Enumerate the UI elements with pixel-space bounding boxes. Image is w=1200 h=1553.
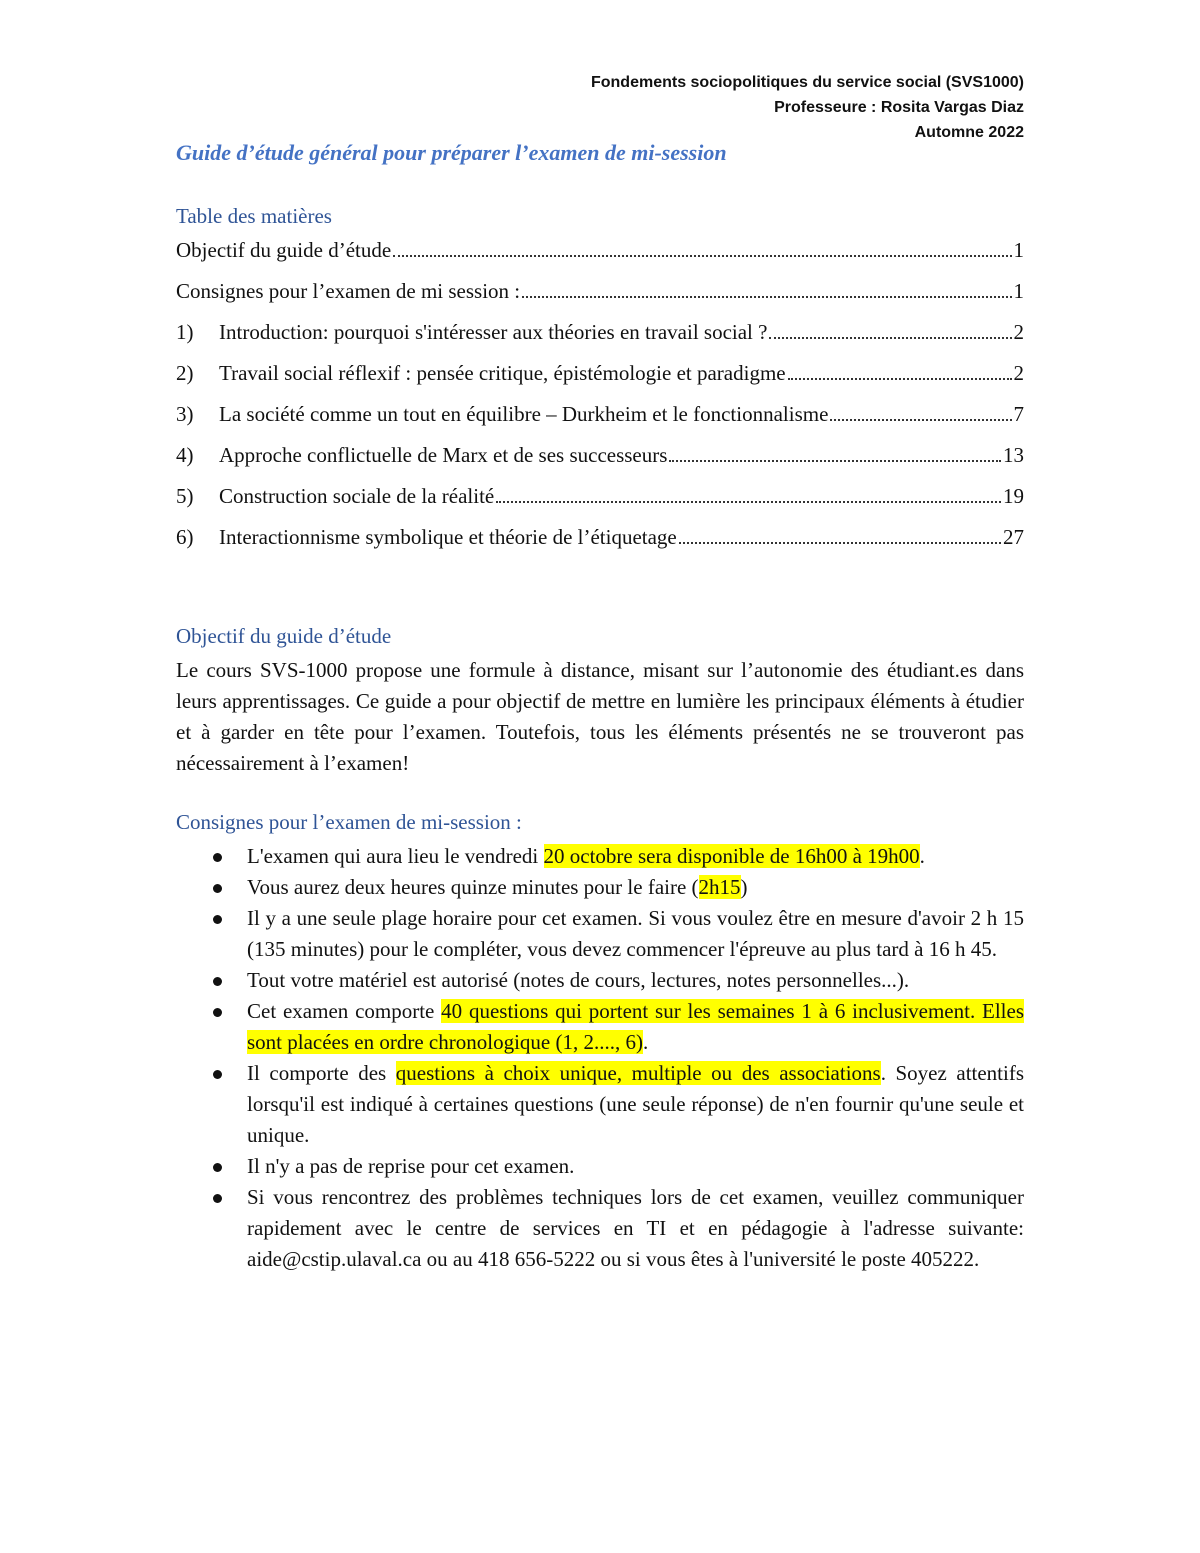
course-name: Fondements sociopolitiques du service social (SVS1000) <box>590 74 1024 91</box>
toc-entry-number: 1) <box>176 320 194 344</box>
consignes-list <box>176 841 1024 1275</box>
toc-leader-dots <box>496 500 1001 503</box>
list-item: Il n'y a pas de reprise pour cet examen. <box>176 1151 1024 1182</box>
list-item: Si vous rencontrez des problèmes techniques lors de cet examen, veuillez communiquer rapidement avec le centre de services en TI et en pédagogie à l'adresse suivante: aide@cstip.ulaval.ca ou au 418 656-5222 ou si vous êtes à l'université le poste 405222. <box>176 1182 1024 1275</box>
toc-entry-page: 1 <box>1013 279 1024 303</box>
objectif-paragraph: Le cours SVS-1000 propose une formule à distance, misant sur l’autonomie des étudiant.es dans leurs apprentissages. Ce guide a pour objectif de mettre en lumière les principaux éléments à étudier et à garder en tête pour l’examen. Toutefois, tous les éléments présentés ne se trouveront pas nécessairement à l’examen! <box>176 658 1024 775</box>
toc-leader-dots <box>788 377 1012 380</box>
toc-entry-page: 19 <box>1003 484 1024 508</box>
list-item: Il comporte des questions à choix unique, multiple ou des associations. Soyez attentifs lorsqu'il est indiqué à certaines questions (une seule réponse) de n'en fournir qu'une seule et unique. <box>176 1058 1024 1151</box>
bullet-icon <box>213 1070 222 1079</box>
toc-entry-number: 4) <box>176 443 194 467</box>
toc-entry-page: 13 <box>1003 443 1024 467</box>
toc-entry[interactable] <box>176 357 1024 398</box>
toc-entry-label: Objectif du guide d’étude <box>176 238 392 262</box>
toc-entry-label: Travail social réflexif : pensée critique, épistémologie et paradigme <box>219 361 786 385</box>
toc-entry[interactable] <box>176 275 1024 316</box>
bullet-icon <box>213 1008 222 1017</box>
highlighted-text: questions à choix unique, multiple ou des associations <box>395 1061 881 1085</box>
toc-entry-label: Interactionnisme symbolique et théorie de l’étiquetage <box>219 525 677 549</box>
toc-entry[interactable] <box>176 234 1024 275</box>
highlighted-text: 40 questions qui portent sur les semaines 1 à 6 inclusivement. Elles sont placées en ordre chronologique (1, 2...., 6) <box>247 999 1024 1054</box>
toc-entry-number: 2) <box>176 361 194 385</box>
toc-entry-label: Consignes pour l’examen de mi session : <box>176 279 521 303</box>
toc-entry-page: 1 <box>1013 238 1024 262</box>
toc-entry[interactable] <box>176 439 1024 480</box>
toc-entry-label: La société comme un tout en équilibre – Durkheim et le fonctionnalisme <box>219 402 829 426</box>
bullet-icon <box>213 884 222 893</box>
toc-leader-dots <box>393 254 1011 257</box>
objectif-heading: Objectif du guide d’étude <box>176 624 392 648</box>
professor-name: Professeure : Rosita Vargas Diaz <box>774 99 1024 116</box>
term: Automne 2022 <box>914 124 1024 141</box>
document-title: Guide d’étude général pour préparer l’examen de mi-session <box>176 140 727 165</box>
toc-heading: Table des matières <box>176 204 332 228</box>
toc-entry-number: 6) <box>176 525 194 549</box>
toc-entry-label: Introduction: pourquoi s'intéresser aux théories en travail social ? <box>219 320 768 344</box>
toc-entry[interactable] <box>176 398 1024 439</box>
bullet-icon <box>213 1194 222 1203</box>
consignes-heading: Consignes pour l’examen de mi-session : <box>176 810 522 834</box>
toc-entry-label: Construction sociale de la réalité <box>219 484 495 508</box>
toc-entry[interactable] <box>176 521 1024 562</box>
bullet-icon <box>213 915 222 924</box>
list-item: Cet examen comporte 40 questions qui portent sur les semaines 1 à 6 inclusivement. Elles sont placées en ordre chronologique (1, 2...., 6). <box>176 996 1024 1058</box>
toc-leader-dots <box>769 336 1011 339</box>
toc-entry-label: Approche conflictuelle de Marx et de ses successeurs <box>219 443 668 467</box>
toc-leader-dots <box>669 459 1001 462</box>
list-item: Il y a une seule plage horaire pour cet examen. Si vous voulez être en mesure d'avoir 2 h 15 (135 minutes) pour le compléter, vous devez commencer l'épreuve au plus tard à 16 h 45. <box>176 903 1024 965</box>
bullet-icon <box>213 1163 222 1172</box>
toc-entry-number: 3) <box>176 402 194 426</box>
toc-leader-dots <box>830 418 1011 421</box>
toc-entry-page: 7 <box>1013 402 1024 426</box>
bullet-icon <box>213 853 222 862</box>
highlighted-text: 2h15 <box>698 875 741 899</box>
list-item: Tout votre matériel est autorisé (notes de cours, lectures, notes personnelles...). <box>176 965 1024 996</box>
toc-entry[interactable] <box>176 316 1024 357</box>
toc-leader-dots <box>522 295 1011 298</box>
toc-entry-page: 2 <box>1013 361 1024 385</box>
list-item: L'examen qui aura lieu le vendredi 20 octobre sera disponible de 16h00 à 19h00. <box>176 841 1024 872</box>
toc-entry-number: 5) <box>176 484 194 508</box>
list-item: Vous aurez deux heures quinze minutes pour le faire (2h15) <box>176 872 1024 903</box>
toc-leader-dots <box>679 541 1001 544</box>
table-of-contents <box>176 234 1024 562</box>
toc-entry-page: 2 <box>1013 320 1024 344</box>
bullet-icon <box>213 977 222 986</box>
toc-entry-page: 27 <box>1003 525 1024 549</box>
highlighted-text: 20 octobre sera disponible de 16h00 à 19h00 <box>543 844 920 868</box>
toc-entry[interactable] <box>176 480 1024 521</box>
document-header <box>591 70 1024 145</box>
